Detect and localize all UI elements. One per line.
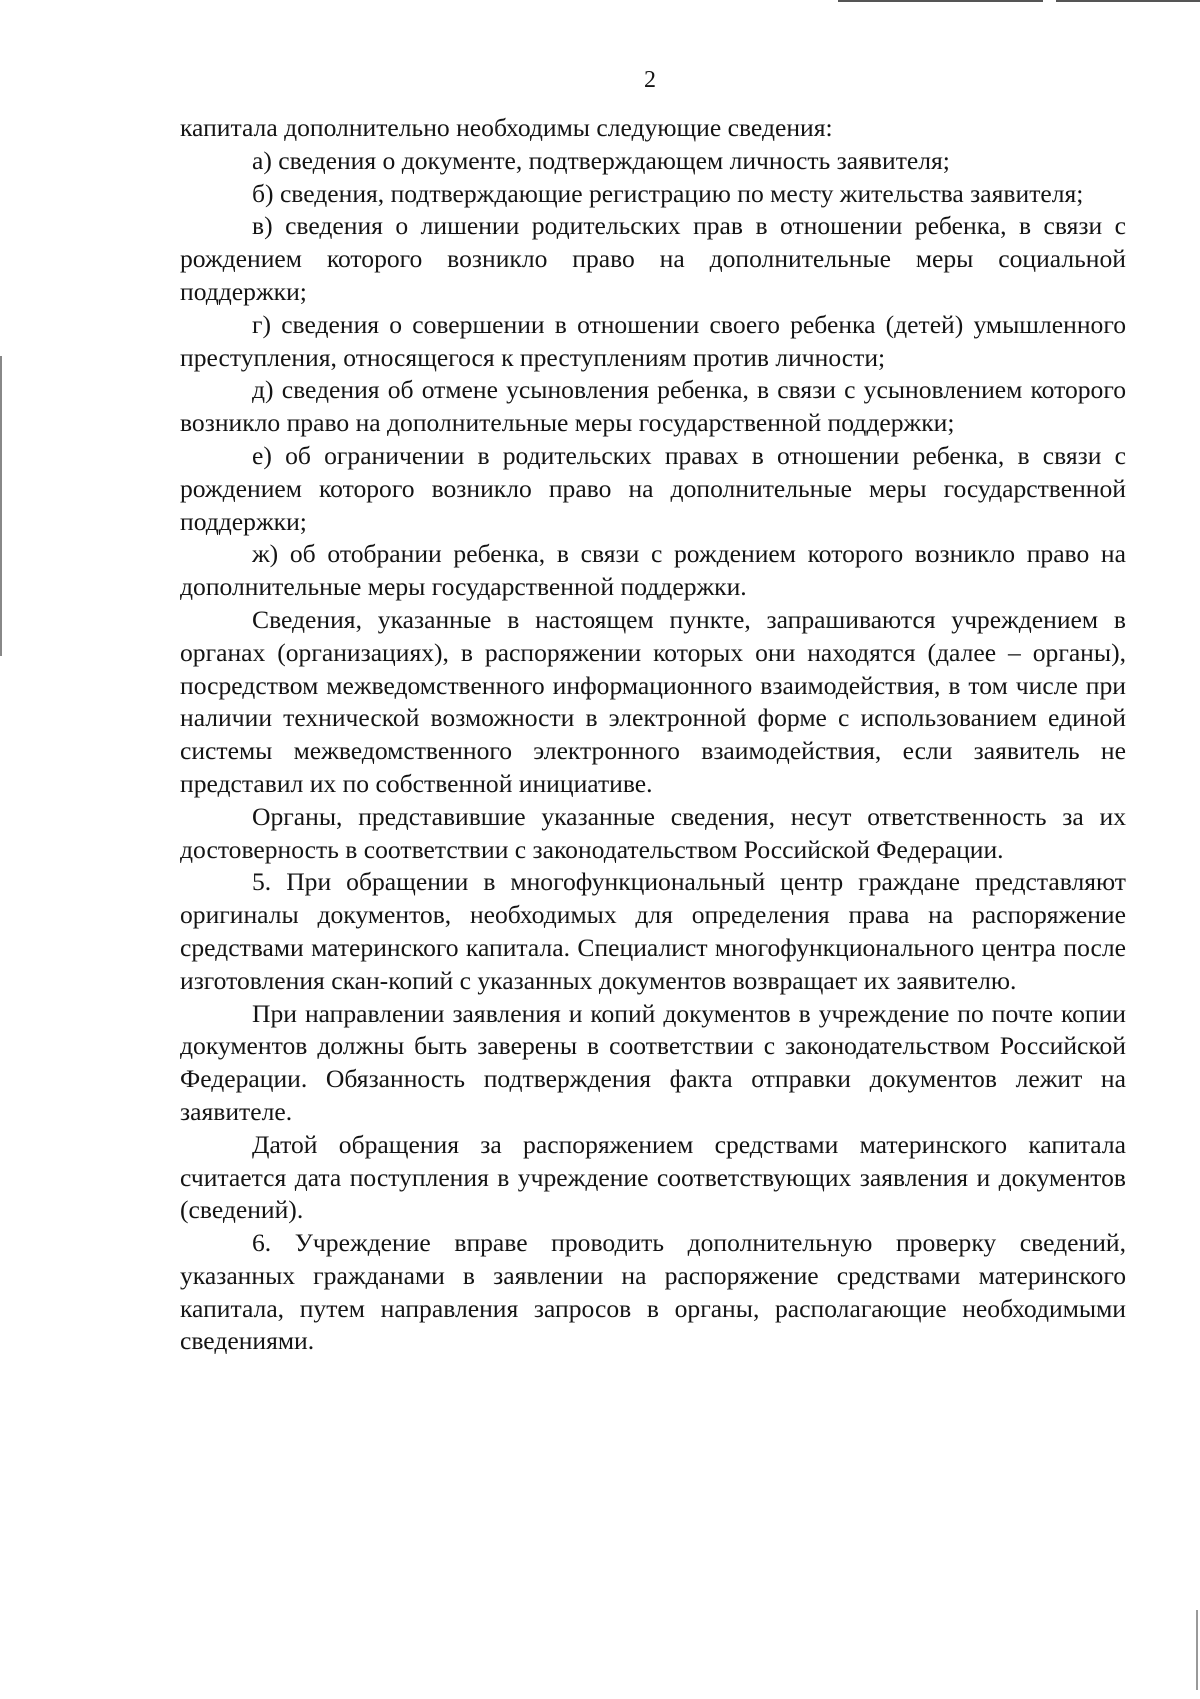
scan-edge-line [1056, 0, 1200, 2]
page-number: 2 [644, 67, 656, 93]
paragraph: Датой обращения за распоряжением средствами материнского капитала считается дата поступления в учреждение соответствующих заявления и документов (сведений). [180, 1129, 1126, 1225]
list-item-d: д) сведения об отмене усыновления ребенка, в связи с усыновлением которого возникло право на дополнительные меры государственной поддержки; [180, 375, 1126, 438]
list-item-v: в) сведения о лишении родительских прав в отношении ребенка, в связи с рождением которого возникло право на дополнительные меры социальной поддержки; [180, 211, 1126, 306]
scan-edge-line [838, 0, 1043, 2]
scan-edge-line [1196, 1610, 1198, 1690]
clause-6: 6. Учреждение вправе проводить дополнительную проверку сведений, указанных гражданами в заявлении на распоряжение средствами материнского капитала, путем направления запросов в органы, располагающие необходимыми сведениями. [180, 1228, 1126, 1356]
list-item-a: а) сведения о документе, подтверждающем личность заявителя; [252, 145, 950, 175]
paragraph: При направлении заявления и копий документов в учреждение по почте копии документов должны быть заверены в соответствии с законодательством Российской Федерации. Обязанность подтверждения факта отправки документов лежит на заявителе. [180, 998, 1126, 1126]
paragraph: капитала дополнительно необходимы следующие сведения: [180, 113, 833, 142]
list-item-e: е) об ограничении в родительских правах в отношении ребенка, в связи с рождением которого возникло право на дополнительные меры государственной поддержки; [180, 440, 1126, 536]
document-body [180, 112, 1126, 1358]
scan-edge-line [0, 356, 2, 656]
list-item-zh: ж) об отобрании ребенка, в связи с рождением которого возникло право на дополнительные меры государственной поддержки. [180, 539, 1126, 602]
paragraph: Органы, представившие указанные сведения, несут ответственность за их достоверность в соответствии с законодательством Российской Федерации. [180, 801, 1126, 864]
list-item-b: б) сведения, подтверждающие регистрацию по месту жительства заявителя; [252, 178, 1084, 208]
list-item-g: г) сведения о совершении в отношении своего ребенка (детей) умышленного преступления, относящегося к преступлениям против личности; [180, 309, 1126, 372]
paragraph: Сведения, указанные в настоящем пункте, запрашиваются учреждением в органах (организациях), в распоряжении которых они находятся (далее – органы), посредством межведомственного информационного взаимодействия, в том числе при наличии технической возможности в электронной форме с использованием единой системы межведомственного электронного взаимодействия, если заявитель не представил их по собственной инициативе. [180, 604, 1126, 798]
clause-5: 5. При обращении в многофункциональный центр граждане представляют оригиналы документов, необходимых для определения права на распоряжение средствами материнского капитала. Специалист многофункционального центра после изготовления скан-копий с указанных документов возвращает их заявителю. [180, 867, 1126, 995]
